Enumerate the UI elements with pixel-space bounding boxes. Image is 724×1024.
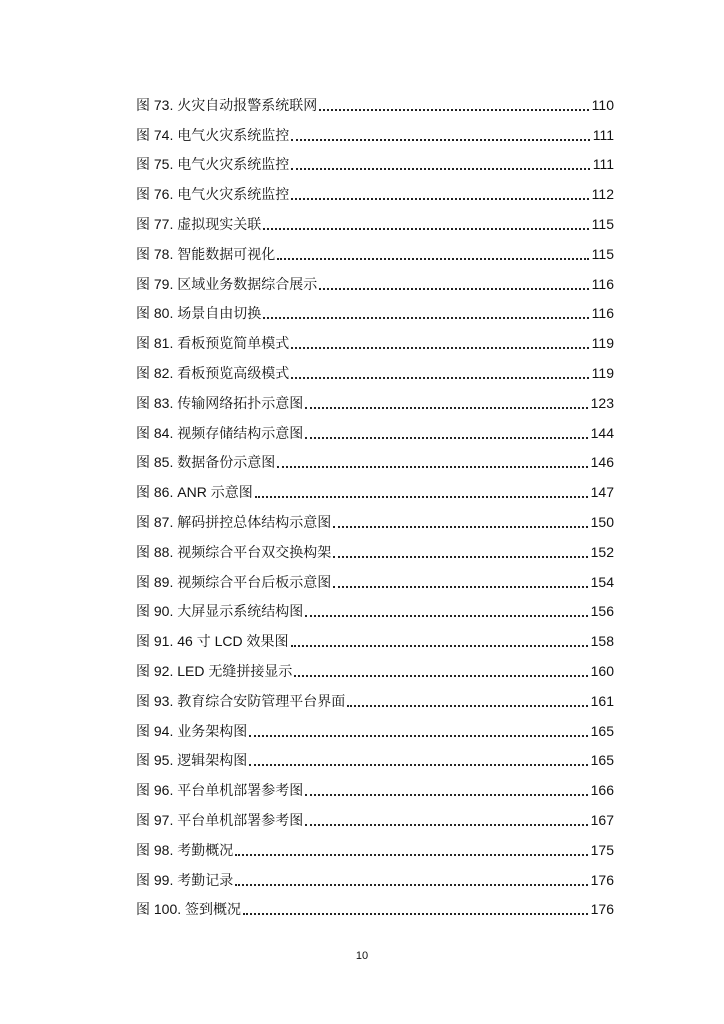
toc-dot-leader bbox=[305, 793, 587, 796]
toc-entry-page: 161 bbox=[590, 692, 614, 709]
toc-entry-label: 图 81. 看板预览简单模式 bbox=[136, 335, 290, 352]
toc-dot-leader bbox=[291, 167, 589, 170]
table-of-figures bbox=[136, 90, 614, 924]
toc-dot-leader bbox=[255, 495, 588, 498]
toc-entry-label: 图 73. 火灾自动报警系统联网 bbox=[136, 96, 318, 113]
toc-entry-page: 166 bbox=[590, 782, 614, 799]
toc-entry[interactable] bbox=[136, 358, 614, 388]
toc-entry-page: 147 bbox=[590, 484, 614, 501]
toc-entry-page: 175 bbox=[590, 841, 614, 858]
toc-entry[interactable] bbox=[136, 686, 614, 716]
toc-dot-leader bbox=[243, 912, 588, 915]
toc-entry-page: 150 bbox=[590, 514, 614, 531]
toc-dot-leader bbox=[291, 644, 588, 647]
toc-entry-label: 图 94. 业务架构图 bbox=[136, 722, 248, 739]
toc-entry[interactable] bbox=[136, 269, 614, 299]
toc-entry-page: 167 bbox=[590, 812, 614, 829]
toc-entry[interactable] bbox=[136, 299, 614, 329]
toc-dot-leader bbox=[277, 465, 587, 468]
toc-entry-label: 图 88. 视频综合平台双交换构架 bbox=[136, 543, 332, 560]
toc-entry-page: 160 bbox=[590, 663, 614, 680]
toc-entry[interactable] bbox=[136, 567, 614, 597]
toc-entry-page: 112 bbox=[591, 186, 614, 203]
toc-entry-page: 111 bbox=[592, 126, 614, 143]
toc-entry[interactable] bbox=[136, 597, 614, 627]
toc-entry[interactable] bbox=[136, 805, 614, 835]
toc-entry-label: 图 83. 传输网络拓扑示意图 bbox=[136, 394, 304, 411]
toc-entry-label: 图 89. 视频综合平台后板示意图 bbox=[136, 573, 332, 590]
toc-entry[interactable] bbox=[136, 90, 614, 120]
toc-entry-label: 图 76. 电气火灾系统监控 bbox=[136, 186, 290, 203]
toc-entry-page: 156 bbox=[590, 603, 614, 620]
toc-dot-leader bbox=[291, 197, 588, 200]
toc-entry[interactable] bbox=[136, 507, 614, 537]
toc-dot-leader bbox=[319, 287, 588, 290]
toc-entry[interactable] bbox=[136, 418, 614, 448]
toc-entry[interactable] bbox=[136, 835, 614, 865]
toc-dot-leader bbox=[291, 376, 588, 379]
toc-entry-label: 图 90. 大屏显示系统结构图 bbox=[136, 603, 304, 620]
toc-entry[interactable] bbox=[136, 328, 614, 358]
toc-entry-label: 图 100. 签到概况 bbox=[136, 901, 242, 918]
toc-entry-label: 图 75. 电气火灾系统监控 bbox=[136, 156, 290, 173]
toc-dot-leader bbox=[333, 585, 587, 588]
toc-dot-leader bbox=[263, 227, 588, 230]
toc-entry[interactable] bbox=[136, 239, 614, 269]
toc-dot-leader bbox=[235, 883, 587, 886]
toc-entry-page: 115 bbox=[591, 216, 614, 233]
toc-entry-label: 图 98. 考勤概况 bbox=[136, 841, 234, 858]
toc-entry-label: 图 95. 逻辑架构图 bbox=[136, 752, 248, 769]
toc-entry-page: 144 bbox=[590, 424, 614, 441]
toc-entry[interactable] bbox=[136, 716, 614, 746]
toc-entry[interactable] bbox=[136, 626, 614, 656]
toc-entry[interactable] bbox=[136, 179, 614, 209]
toc-dot-leader bbox=[263, 316, 588, 319]
toc-entry-page: 119 bbox=[591, 365, 614, 382]
toc-entry-label: 图 80. 场景自由切换 bbox=[136, 305, 262, 322]
toc-dot-leader bbox=[305, 823, 587, 826]
toc-entry-page: 123 bbox=[590, 394, 614, 411]
toc-entry-page: 176 bbox=[590, 871, 614, 888]
toc-dot-leader bbox=[305, 406, 587, 409]
toc-dot-leader bbox=[333, 555, 587, 558]
toc-entry-label: 图 91. 46 寸 LCD 效果图 bbox=[136, 633, 289, 650]
toc-dot-leader bbox=[319, 108, 588, 111]
toc-entry[interactable] bbox=[136, 120, 614, 150]
toc-entry[interactable] bbox=[136, 865, 614, 895]
toc-dot-leader bbox=[291, 346, 588, 349]
toc-entry-label: 图 78. 智能数据可视化 bbox=[136, 245, 276, 262]
toc-entry[interactable] bbox=[136, 895, 614, 925]
toc-entry[interactable] bbox=[136, 746, 614, 776]
toc-entry-page: 110 bbox=[591, 96, 614, 113]
toc-entry-page: 152 bbox=[590, 543, 614, 560]
toc-entry-label: 图 85. 数据备份示意图 bbox=[136, 454, 276, 471]
toc-entry-page: 176 bbox=[590, 901, 614, 918]
toc-dot-leader bbox=[249, 763, 587, 766]
toc-dot-leader bbox=[347, 704, 587, 707]
toc-entry-page: 158 bbox=[590, 633, 614, 650]
toc-entry[interactable] bbox=[136, 448, 614, 478]
toc-dot-leader bbox=[294, 674, 587, 677]
toc-entry-label: 图 84. 视频存储结构示意图 bbox=[136, 424, 304, 441]
toc-entry-label: 图 96. 平台单机部署参考图 bbox=[136, 782, 304, 799]
toc-entry-label: 图 79. 区域业务数据综合展示 bbox=[136, 275, 318, 292]
toc-entry-page: 165 bbox=[590, 722, 614, 739]
toc-entry-page: 111 bbox=[592, 156, 614, 173]
toc-entry-label: 图 99. 考勤记录 bbox=[136, 871, 234, 888]
toc-entry-page: 116 bbox=[591, 275, 614, 292]
toc-dot-leader bbox=[305, 436, 587, 439]
toc-entry-page: 154 bbox=[590, 573, 614, 590]
toc-entry[interactable] bbox=[136, 775, 614, 805]
toc-dot-leader bbox=[333, 525, 587, 528]
toc-dot-leader bbox=[235, 853, 587, 856]
toc-entry-label: 图 74. 电气火灾系统监控 bbox=[136, 126, 290, 143]
toc-entry-label: 图 92. LED 无缝拼接显示 bbox=[136, 663, 293, 680]
page-number: 10 bbox=[355, 950, 369, 962]
toc-entry-label: 图 86. ANR 示意图 bbox=[136, 484, 253, 501]
toc-entry-label: 图 82. 看板预览高级模式 bbox=[136, 365, 290, 382]
toc-entry-page: 165 bbox=[590, 752, 614, 769]
toc-entry-page: 146 bbox=[590, 454, 614, 471]
toc-dot-leader bbox=[249, 734, 587, 737]
toc-dot-leader bbox=[305, 614, 587, 617]
toc-entry-page: 115 bbox=[591, 245, 614, 262]
toc-entry[interactable] bbox=[136, 537, 614, 567]
toc-entry-label: 图 77. 虚拟现实关联 bbox=[136, 216, 262, 233]
toc-entry[interactable] bbox=[136, 388, 614, 418]
toc-dot-leader bbox=[291, 138, 589, 141]
toc-entry[interactable] bbox=[136, 209, 614, 239]
toc-entry-label: 图 87. 解码拼控总体结构示意图 bbox=[136, 514, 332, 531]
toc-entry-page: 119 bbox=[591, 335, 614, 352]
toc-entry[interactable] bbox=[136, 477, 614, 507]
toc-entry[interactable] bbox=[136, 150, 614, 180]
toc-entry-page: 116 bbox=[591, 305, 614, 322]
toc-dot-leader bbox=[277, 257, 588, 260]
toc-entry-label: 图 97. 平台单机部署参考图 bbox=[136, 812, 304, 829]
toc-entry[interactable] bbox=[136, 656, 614, 686]
toc-entry-label: 图 93. 教育综合安防管理平台界面 bbox=[136, 692, 346, 709]
